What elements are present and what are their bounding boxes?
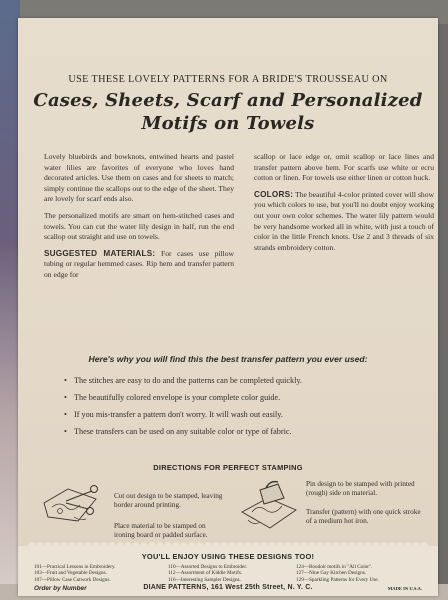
headline: USE THESE LOVELY PATTERNS FOR A BRIDE'S TROUSSEAU ON (68, 74, 388, 85)
benefit-item: • The beautifully colored envelope is your complete color guide. (64, 393, 281, 402)
made-in-usa: MADE IN U.S.A. (387, 586, 422, 591)
design-list-column-3 (296, 564, 379, 583)
colors-label: COLORS: (254, 189, 294, 199)
title-line-2: Motifs on Towels (141, 113, 315, 134)
bullet-icon: • (64, 410, 67, 419)
left-column (44, 152, 234, 287)
benefit-list (64, 376, 424, 444)
background-left-envelope-edge (0, 0, 20, 600)
design-list-item: 107—Pillow Case Cutwork Designs. (34, 576, 111, 583)
design-list-item: 116—Interesting Sampler Designs. (168, 576, 241, 583)
benefit-item: • If you mis-transfer a pattern don't worry. It will wash out easily. (64, 410, 283, 419)
design-list-column-2 (168, 564, 247, 583)
title-line-1: Cases, Sheets, Scarf and Personalized (33, 90, 423, 111)
design-list-item: 112—Assortment of Kiddie Motifs. (168, 570, 243, 577)
materials-label: SUGGESTED MATERIALS: (44, 248, 156, 258)
scallop-border (28, 542, 428, 550)
design-list-item: 101—Practical Lessons in Embroidery. (34, 564, 116, 570)
benefit-item: • The stitches are easy to do and the patterns can be completed quickly. (64, 376, 302, 385)
bullet-icon: • (64, 393, 67, 402)
scissors-cutting-illustration (38, 481, 108, 531)
order-by-number: Order by Number (34, 585, 87, 592)
colors-paragraph (254, 190, 434, 254)
personalized-paragraph: The personalized motifs are smart on hem-stitched cases and towels. You can cut the water lily design in half, run the end scallop out straight and use on towels. (44, 210, 234, 242)
why-heading: Here's why you will find this the best transfer pattern you ever used: (88, 354, 368, 364)
right-column (254, 152, 434, 259)
materials-text: For cases use pillow tubing or regular hemmed cases. Rip hem and transfer pattern on edge for (44, 248, 235, 279)
step-transfer: Transfer (pattern) with one quick stroke of a medium hot iron. (306, 508, 421, 525)
design-list-item: 110—Assorted Designs to Embroider. (168, 564, 248, 570)
benefit-item: • These transfers can be used on any suitable color or type of fabric. (64, 427, 292, 436)
design-list-item: 129—Sparkling Patterns for Every Use. (296, 576, 379, 583)
bullet-icon: • (64, 376, 67, 385)
publisher-address: DIANE PATTERNS, 161 West 25th Street, N. Y. C. (143, 584, 313, 591)
materials-paragraph (44, 249, 234, 281)
edge-paragraph: scallop or lace edge or, omit scallop or lace lines and transfer pattern above hem. For scarfs use white or ecru cotton or linen. For towels use either linen or cotton huck. (254, 152, 434, 183)
design-list-column-1 (34, 564, 116, 583)
step-cut-out: Cut out design to be stamped, leaving border around printing. (114, 492, 223, 509)
design-list-item: 127—Nine Gay Kitchen Designs. (296, 570, 367, 577)
design-list-item: 124—Boudoir motifs in "All Color". (296, 564, 373, 570)
footer-heading: YOU'LL ENJOY USING THESE DESIGNS TOO! (141, 552, 315, 561)
step-place-material: Place material to be stamped on ironing board or padded surface. (114, 522, 208, 539)
step-pin-design: Pin design to be stamped with printed (rough) side on material. (306, 480, 415, 497)
intro-paragraph: Lovely bluebirds and bowknots, entwined hearts and pastel water lilies are favorites of everyone who loves hand decorated articles. Use them on cases and for sheets to match; simply continue the scallops out to the edge of the sheet. They are lovely for scarf ends also. (44, 152, 234, 204)
directions-heading: DIRECTIONS FOR PERFECT STAMPING (153, 463, 303, 472)
design-list-item: 103—Fruit and Vegetable Designs. (34, 570, 107, 577)
iron-stamping-illustration (238, 478, 300, 540)
pattern-envelope-back (18, 18, 438, 596)
footer-band (18, 546, 438, 596)
colors-text: The beautiful 4-color printed cover will show you which colors to use, but you'll no doubt enjoy working out your own color schemes. The water lily pattern would be very handsome worked all in white, with just a touch of color in the little French knots. Use 2 and 3 threads of six strands embroidery cotton. (254, 189, 434, 252)
bullet-icon: • (64, 427, 67, 436)
